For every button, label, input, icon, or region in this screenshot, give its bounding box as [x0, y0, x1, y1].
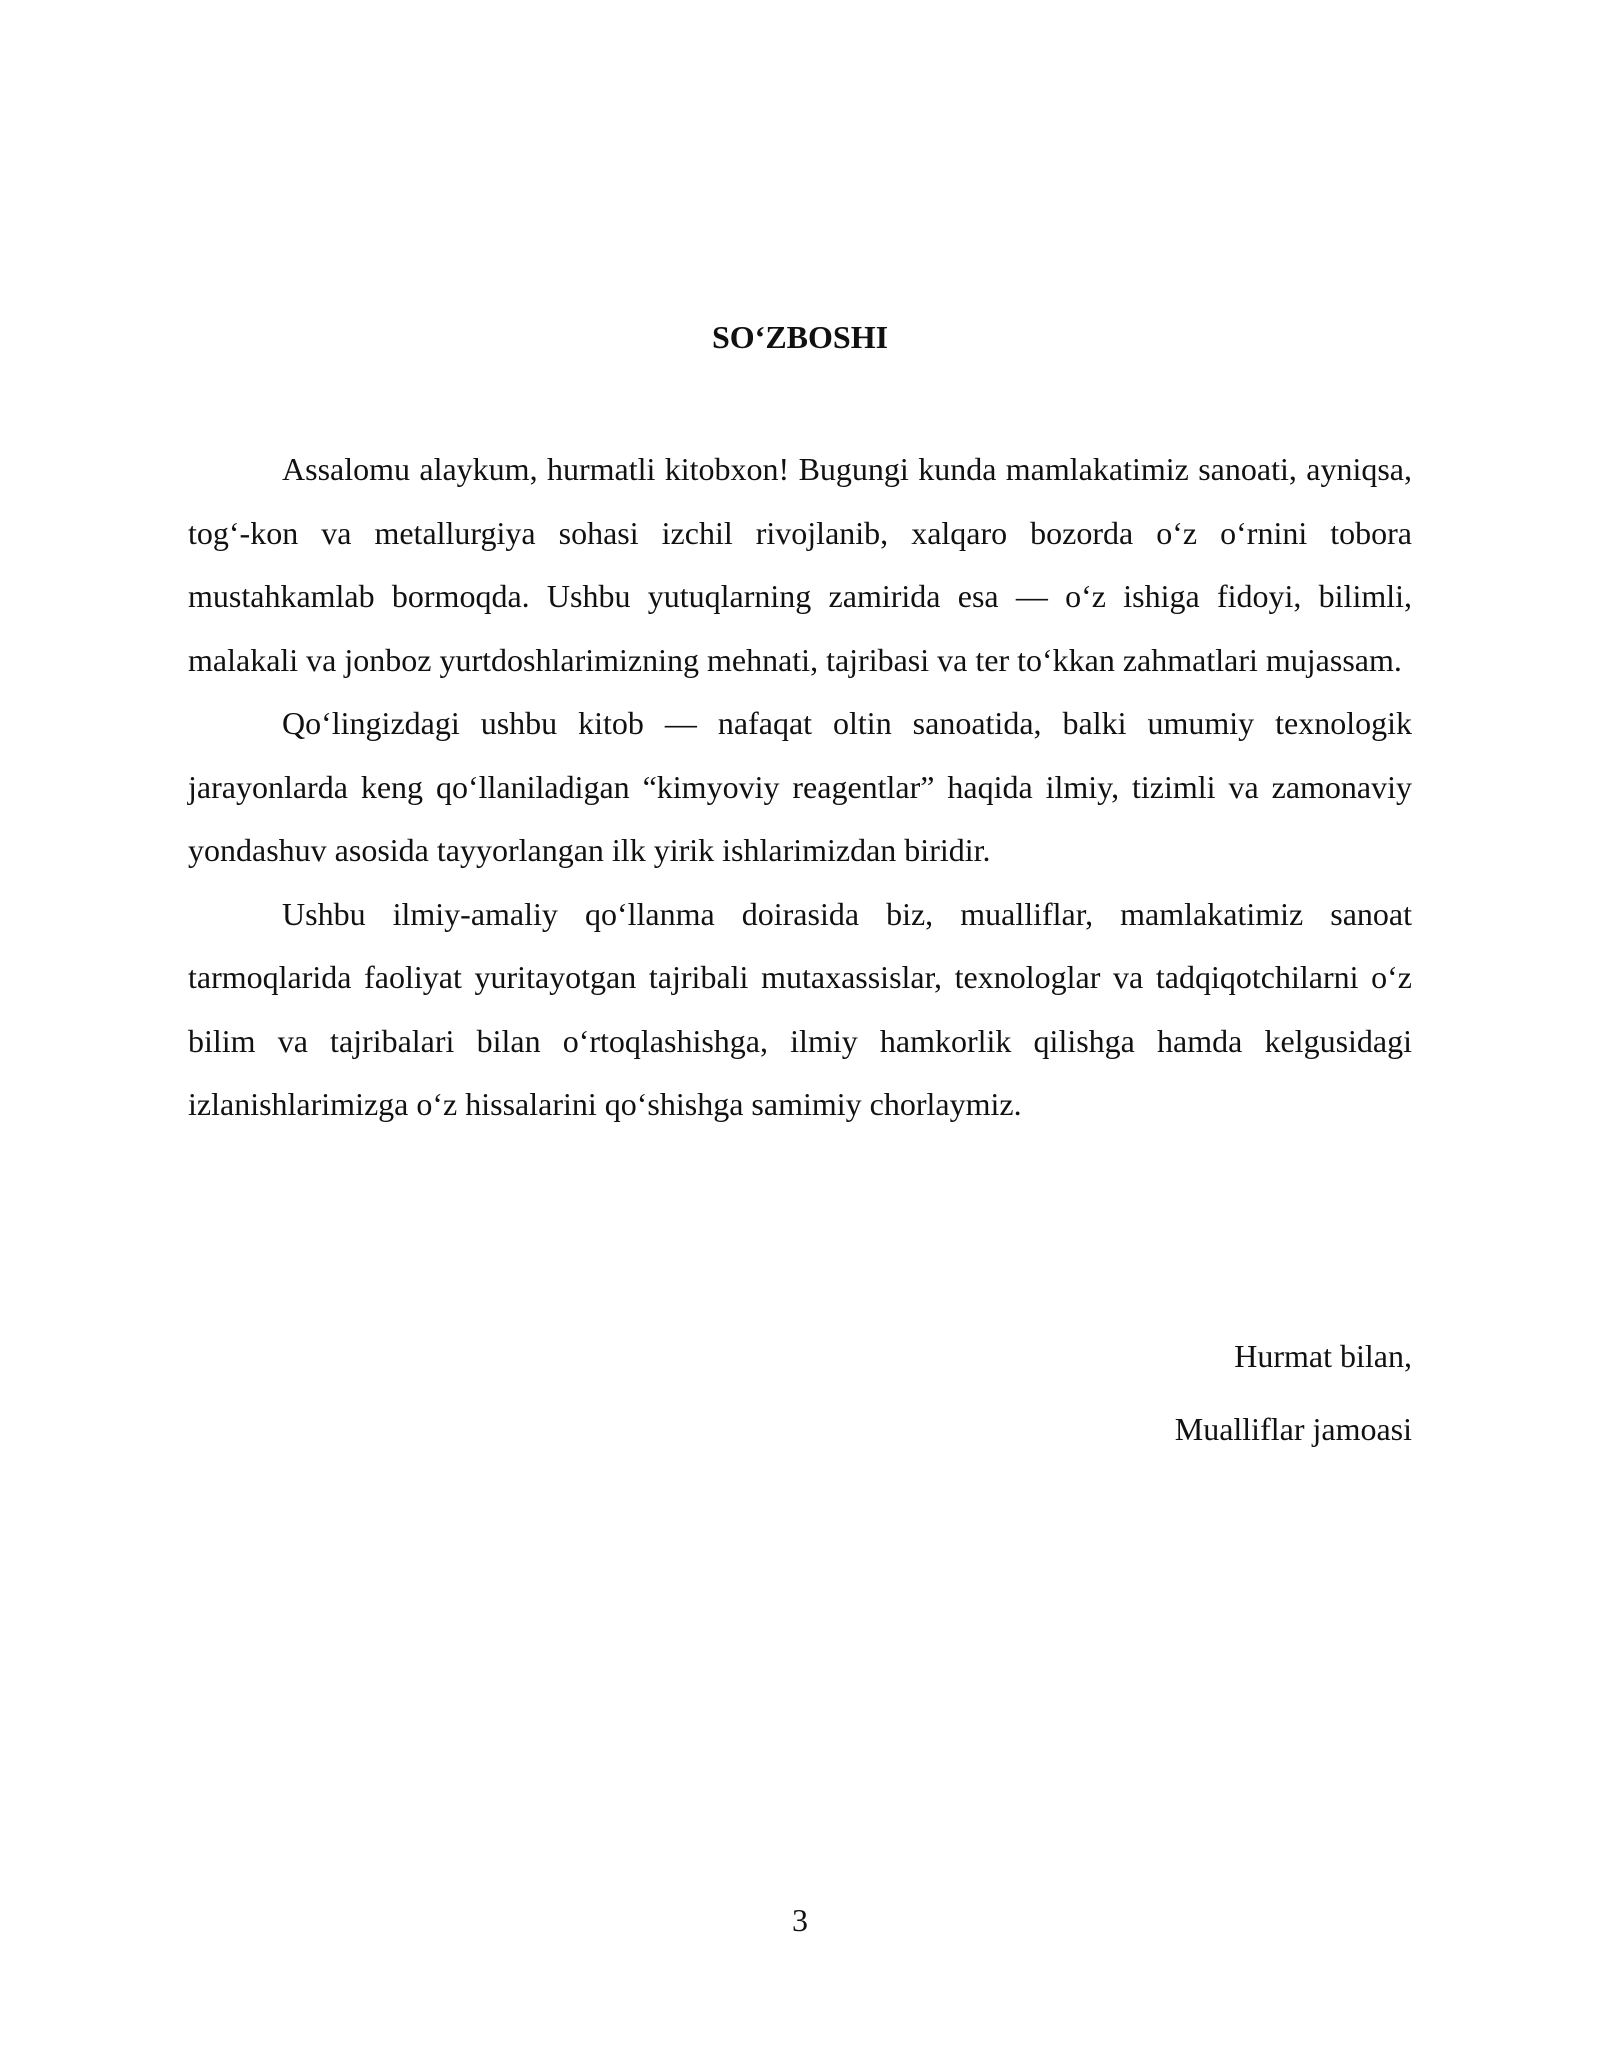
body-text	[188, 438, 1412, 1137]
paragraph-1: Assalomu alaykum, hurmatli kitobxon! Bugungi kunda mamlakatimiz sanoati, ayniqsa, tog‘-kon va metallurgiya sohasi izchil rivojlanib, xalqaro bozorda o‘z o‘rnini tobora mustahkamlab bormoqda. Ushbu yutuqlarning zamirida esa — o‘z ishiga fidoyi, bilimli, malakali va jonboz yurtdoshlarimizning mehnati, tajribasi va ter to‘kkan zahmatlari mujassam.	[188, 451, 1412, 678]
page-number: 3	[792, 1902, 808, 1938]
signoff	[1175, 1320, 1412, 1466]
paragraph-3: Ushbu ilmiy-amaliy qo‘llanma doirasida biz, mualliflar, mamlakatimiz sanoat tarmoqlarida faoliyat yuritayotgan tajribali mutaxassislar, texnologlar va tadqiqotchilarni o‘z bilim va tajribalari bilan o‘rtoqlashishga, ilmiy hamkorlik qilishga hamda kelgusidagi izlanishlarimizga o‘z hissalarini qo‘shishga samimiy chorlaymiz.	[188, 895, 1412, 1122]
paragraph-2: Qo‘lingizdagi ushbu kitob — nafaqat oltin sanoatida, balki umumiy texnologik jarayonlarda keng qo‘llaniladigan “kimyoviy reagentlar” haqida ilmiy, tizimli va zamonaviy yondashuv asosida tayyorlangan ilk yirik ishlarimizdan biridir.	[188, 705, 1412, 868]
page-title: SO‘ZBOSHI	[711, 319, 889, 355]
signoff-authors: Mualliflar jamoasi	[1174, 1411, 1412, 1447]
signoff-greeting: Hurmat bilan,	[1234, 1338, 1412, 1374]
